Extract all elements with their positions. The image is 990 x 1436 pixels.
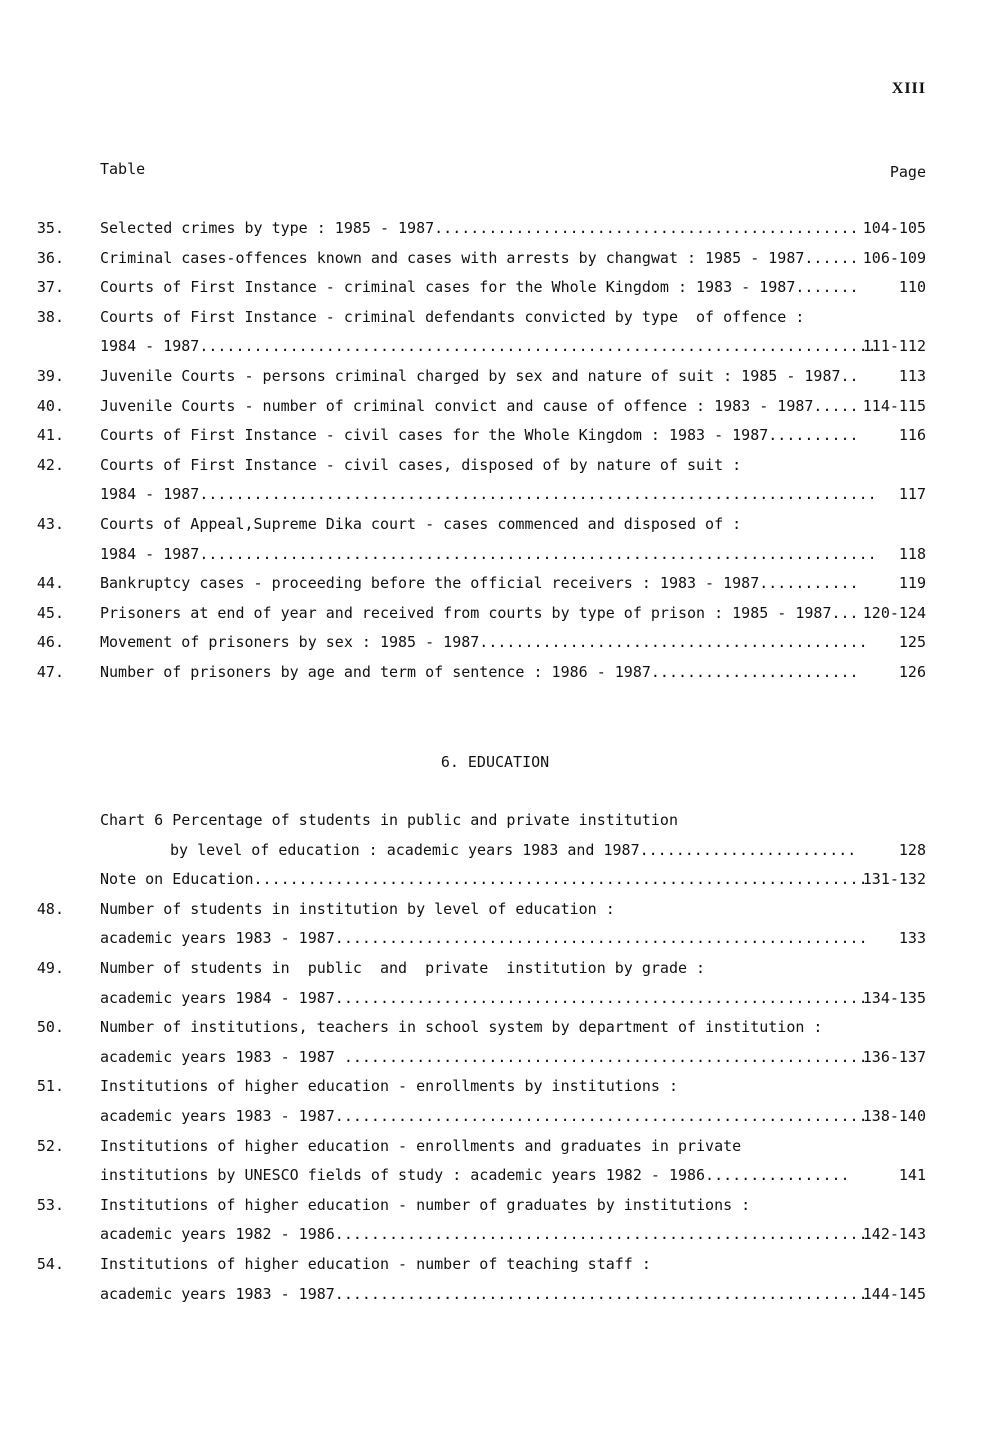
toc-entry-page: 138-140 — [862, 1107, 926, 1125]
toc-entry-line — [0, 954, 990, 982]
toc-entry-page: 142-143 — [862, 1225, 926, 1244]
toc-entry-line — [0, 451, 990, 479]
toc-entry-title: 1984 - 1987........................................................................... — [100, 485, 877, 504]
toc-entry-number: 45. — [36, 603, 64, 622]
toc-entry-number: 37. — [36, 278, 64, 297]
toc-entry-title: Movement of prisoners by sex : 1985 - 1987........................................... — [100, 633, 868, 652]
toc-entry-number: 47. — [36, 663, 64, 681]
page-number: XIII — [891, 80, 926, 97]
toc-entry-number: 43. — [36, 515, 64, 533]
toc-entry-page: 144-145 — [862, 1284, 926, 1303]
toc-entry-line — [0, 1013, 990, 1041]
toc-entry-line — [0, 362, 990, 390]
toc-entry-number: 51. — [36, 1077, 64, 1096]
toc-entry-number: 42. — [36, 455, 64, 474]
toc-entry-title: Number of students in public and private institution by grade : — [100, 959, 706, 977]
toc-entry-line — [0, 214, 990, 242]
toc-entry-page: 136-137 — [862, 1047, 926, 1066]
toc-entry-line — [0, 244, 990, 272]
page-column-header: Page — [889, 163, 926, 181]
toc-entry-line — [0, 865, 990, 893]
toc-entry-line — [0, 599, 990, 627]
toc-entry-page: 110 — [898, 278, 926, 297]
toc-entry-line — [0, 421, 990, 449]
toc-entry-number: 44. — [36, 574, 64, 593]
toc-entry-title: Institutions of higher education - enrollments by institutions : — [100, 1077, 678, 1096]
table-column-header: Table — [100, 160, 146, 178]
toc-entry-line — [0, 480, 990, 508]
toc-entry-line — [0, 984, 990, 1012]
toc-entry-title: Note on Education.................................................................... — [100, 870, 868, 889]
toc-entry-title: Criminal cases-offences known and cases with arrests by changwat : 1985 - 1987...... — [100, 248, 859, 267]
toc-entry-page: 119 — [898, 574, 926, 593]
toc-entry-number: 39. — [36, 367, 64, 385]
toc-entry-page: 128 — [898, 840, 926, 859]
toc-entry-line — [0, 303, 990, 331]
toc-entry-title: by level of education : academic years 1983 and 1987........................ — [170, 840, 857, 859]
toc-entry-title: Courts of First Instance - criminal defendants convicted by type of offence : — [100, 307, 805, 326]
toc-entry-title: Courts of Appeal,Supreme Dika court - cases commenced and disposed of : — [100, 515, 742, 533]
toc-entry-line — [0, 924, 990, 952]
toc-entry-line — [0, 1280, 990, 1308]
toc-entry-page: 111-112 — [862, 337, 926, 356]
toc-entry-number: 40. — [36, 396, 64, 415]
toc-entry-title: academic years 1982 - 1986........................................................... — [100, 1225, 868, 1244]
toc-entry-line — [0, 273, 990, 301]
toc-entry-title: Chart 6 Percentage of students in public and private institution — [100, 811, 678, 829]
toc-entry-line — [0, 1132, 990, 1160]
toc-entry-line — [0, 895, 990, 923]
toc-entry-title: Number of prisoners by age and term of sentence : 1986 - 1987....................... — [100, 663, 859, 681]
toc-entry-page: 133 — [898, 929, 926, 948]
toc-entry-page: 125 — [898, 633, 926, 652]
toc-entry-line — [0, 1191, 990, 1219]
toc-entry-title: Courts of First Instance - civil cases for the Whole Kingdom : 1983 - 1987.......... — [100, 426, 859, 445]
toc-entry-title: Institutions of higher education - number of graduates by institutions : — [100, 1195, 751, 1214]
toc-entry-line — [0, 1220, 990, 1248]
toc-entry-line — [0, 392, 990, 420]
toc-entry-title: academic years 1983 - 1987 .......................................................... — [100, 1047, 868, 1066]
toc-entry-number: 54. — [36, 1255, 64, 1273]
education-section-heading: 6. EDUCATION — [440, 753, 550, 771]
toc-entry-title: institutions by UNESCO fields of study : academic years 1982 - 1986................ — [100, 1166, 850, 1185]
toc-entry-title: Juvenile Courts - persons criminal charged by sex and nature of suit : 1985 - 1987.. — [100, 367, 859, 385]
toc-entry-number: 38. — [36, 307, 64, 326]
toc-entry-line — [0, 1043, 990, 1071]
toc-entry-page: 134-135 — [862, 988, 926, 1007]
toc-entry-page: 106-109 — [862, 248, 926, 267]
toc-entry-number: 53. — [36, 1195, 64, 1214]
toc-entry-line — [0, 806, 990, 834]
toc-entry-number: 48. — [36, 899, 64, 918]
toc-entry-line — [0, 540, 990, 568]
toc-entry-line — [0, 510, 990, 538]
toc-entry-title: Prisoners at end of year and received from courts by type of prison : 1985 - 1987... — [100, 603, 859, 622]
toc-entry-number: 35. — [36, 219, 64, 237]
toc-entry-page: 116 — [898, 426, 926, 445]
toc-entry-title: Number of institutions, teachers in school system by department of institution : — [100, 1018, 823, 1037]
toc-entry-line — [0, 1250, 990, 1278]
toc-entry-title: 1984 - 1987........................................................................... — [100, 544, 877, 563]
toc-entry-number: 36. — [36, 248, 64, 267]
toc-entry-page: 118 — [898, 544, 926, 563]
toc-entry-line — [0, 1102, 990, 1130]
toc-entry-number: 52. — [36, 1136, 64, 1155]
toc-entry-number: 41. — [36, 426, 64, 445]
toc-entry-line — [0, 628, 990, 656]
toc-entry-number: 50. — [36, 1018, 64, 1037]
toc-entry-line — [0, 1072, 990, 1100]
toc-entry-line — [0, 658, 990, 686]
toc-entry-title: Juvenile Courts - number of criminal convict and cause of offence : 1983 - 1987..... — [100, 396, 859, 415]
toc-entry-title: Courts of First Instance - criminal cases for the Whole Kingdom : 1983 - 1987....... — [100, 278, 859, 297]
toc-entry-page: 120-124 — [862, 603, 926, 622]
toc-entry-title: Bankruptcy cases - proceeding before the official receivers : 1983 - 1987........... — [100, 574, 859, 593]
toc-entry-title: Number of students in institution by level of education : — [100, 899, 615, 918]
toc-entry-title: academic years 1983 - 1987........................................................... — [100, 1284, 868, 1303]
toc-entry-title: 1984 - 1987........................................................................... — [100, 337, 877, 356]
toc-entry-page: 113 — [898, 367, 926, 385]
toc-entry-title: academic years 1983 - 1987........................................................... — [100, 929, 868, 948]
toc-entry-page: 126 — [898, 663, 926, 681]
toc-entry-page: 141 — [898, 1166, 926, 1185]
toc-entry-title: Selected crimes by type : 1985 - 1987............................................... — [100, 219, 859, 237]
toc-entry-title: Institutions of higher education - number of teaching staff : — [100, 1255, 651, 1273]
toc-entry-line — [0, 836, 990, 864]
toc-entry-page: 117 — [898, 485, 926, 504]
toc-entry-page: 131-132 — [862, 870, 926, 889]
toc-entry-number: 49. — [36, 959, 64, 977]
toc-entry-number: 46. — [36, 633, 64, 652]
toc-entry-line — [0, 569, 990, 597]
toc-entry-line — [0, 1161, 990, 1189]
toc-entry-title: academic years 1984 - 1987........................................................... — [100, 988, 868, 1007]
toc-entry-page: 114-115 — [862, 396, 926, 415]
toc-entry-page: 104-105 — [862, 219, 926, 237]
toc-entry-line — [0, 332, 990, 360]
toc-entry-title: Courts of First Instance - civil cases, disposed of by nature of suit : — [100, 455, 742, 474]
toc-entry-title: Institutions of higher education - enrollments and graduates in private — [100, 1136, 742, 1155]
toc-entry-title: academic years 1983 - 1987........................................................... — [100, 1107, 868, 1125]
